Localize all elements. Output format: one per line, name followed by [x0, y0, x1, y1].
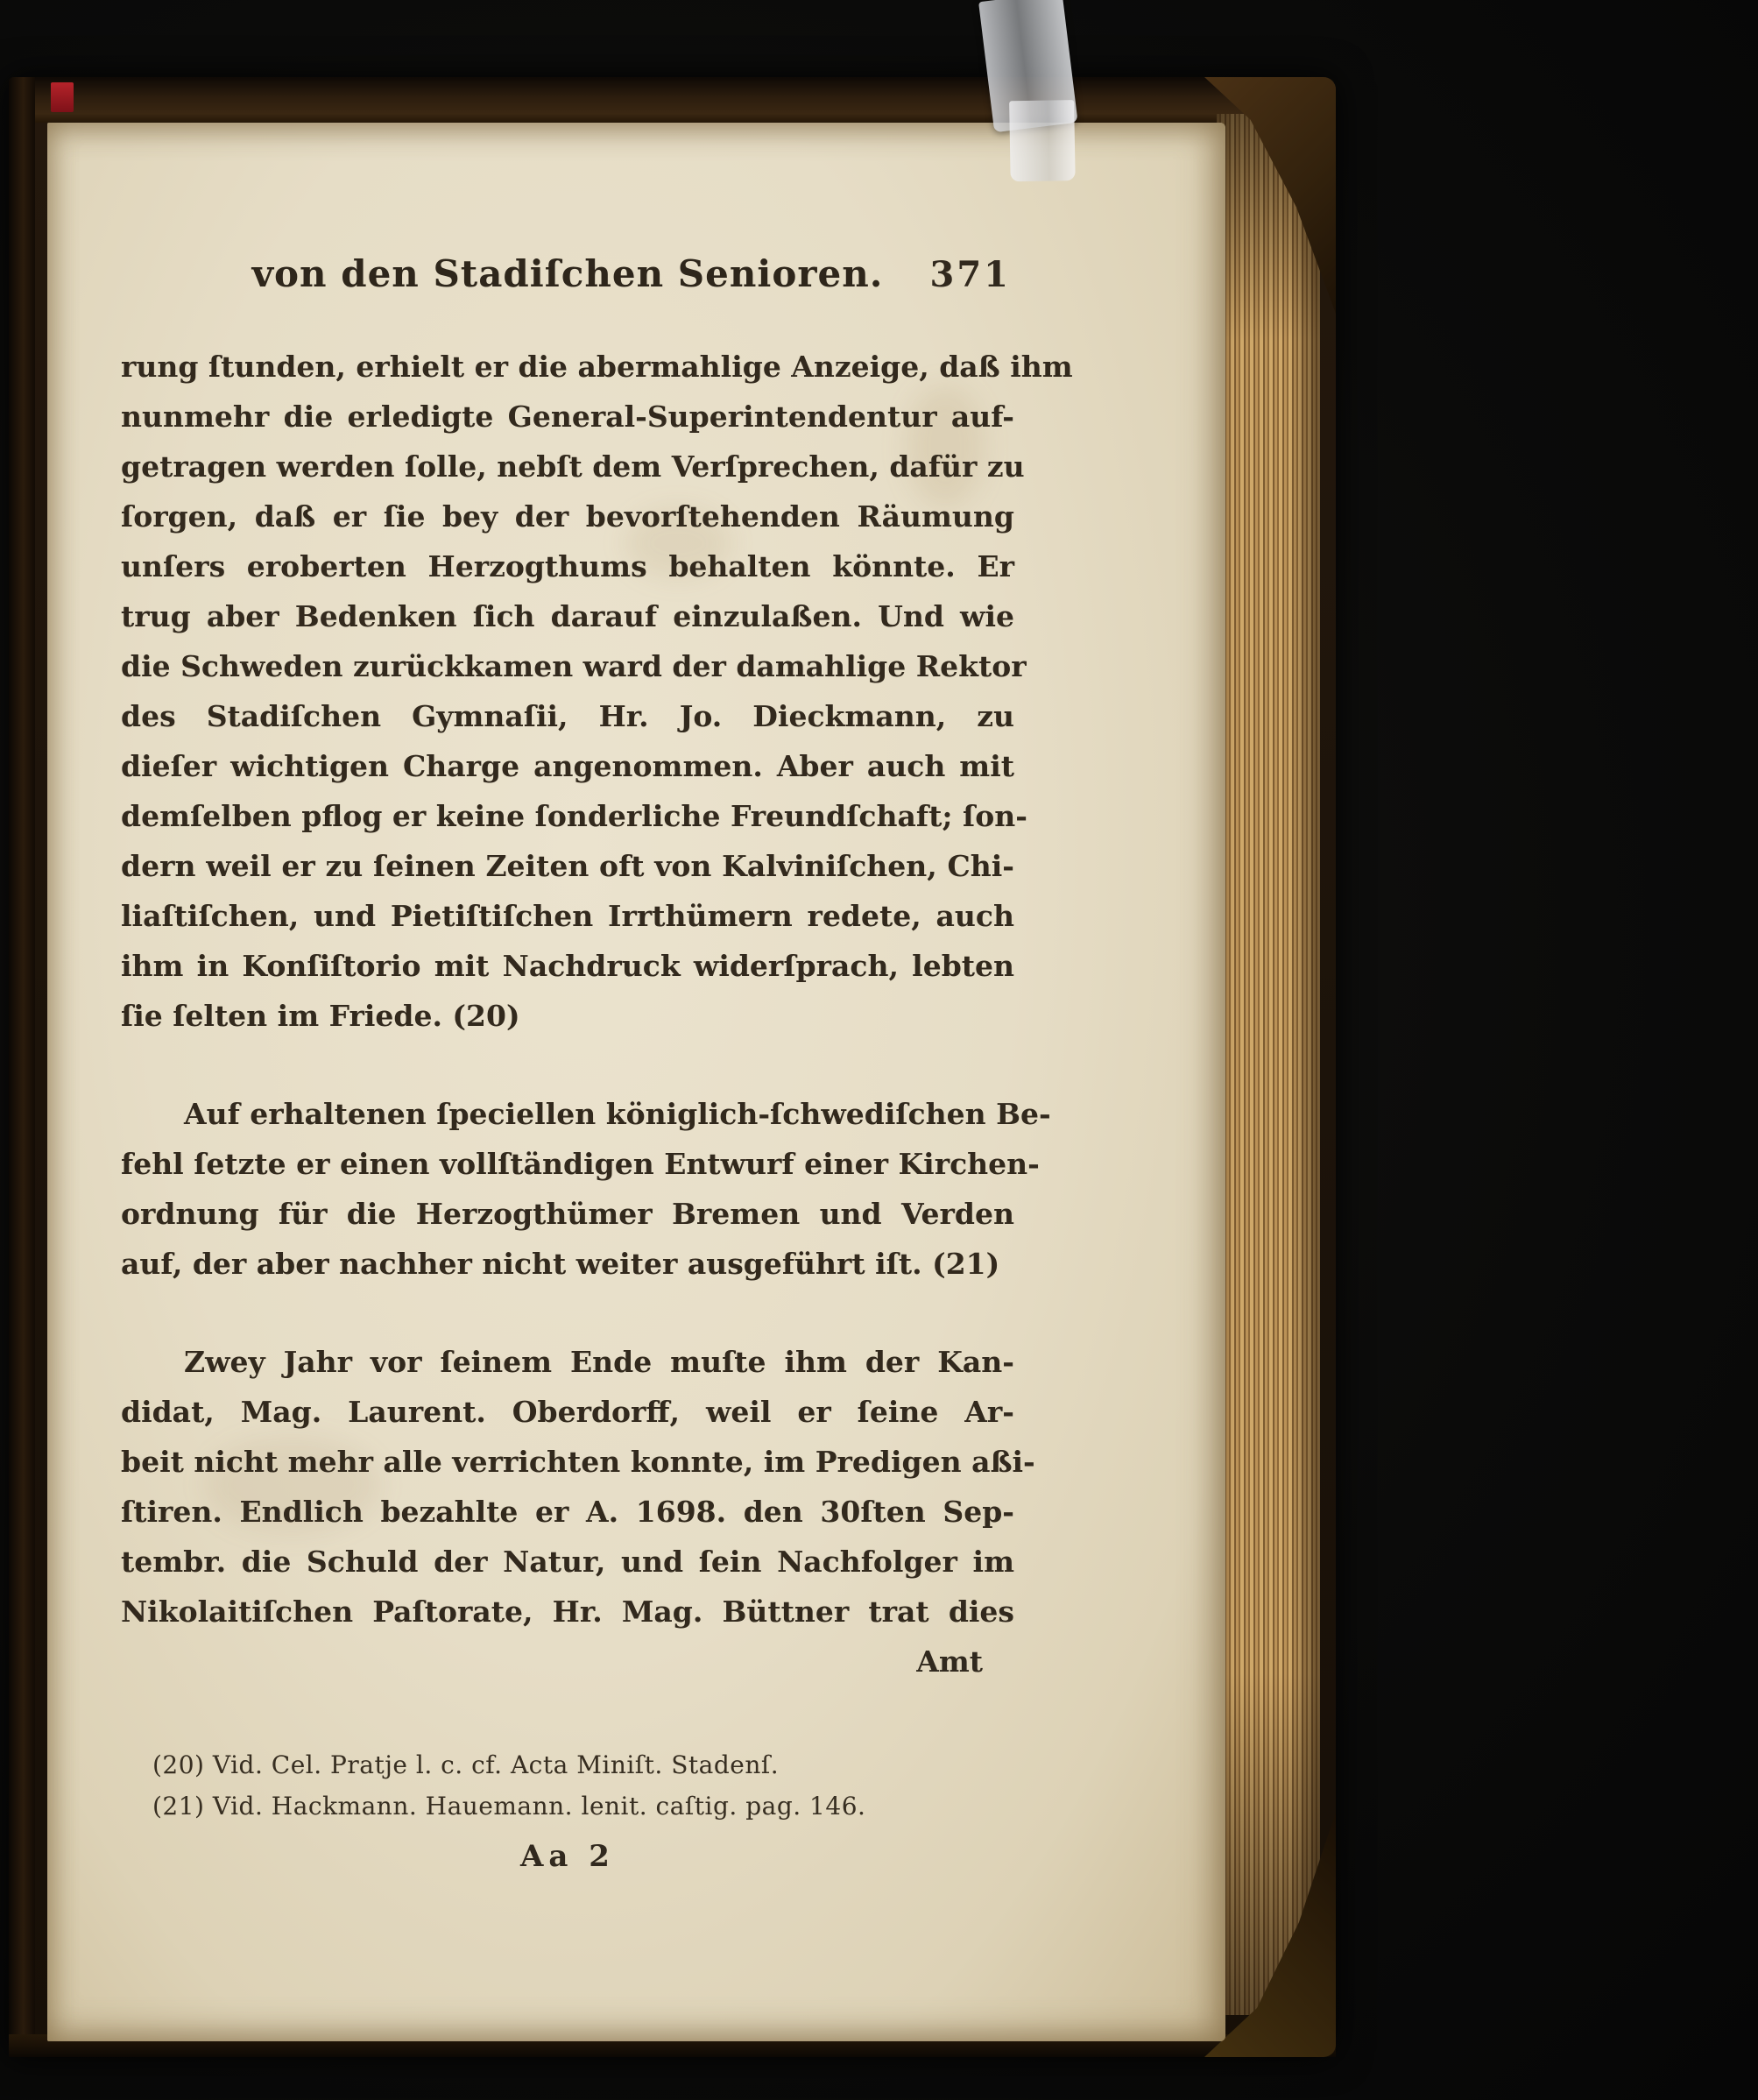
text-line: beit nicht mehr alle verrichten konnte, im Predigen aßi-: [121, 1445, 1035, 1479]
text-line: fehl ſetzte er einen vollſtändigen Entwurf einer Kirchen-: [121, 1147, 1040, 1181]
text-line: ordnung für die Herzogthümer Bremen und Verden: [121, 1197, 1014, 1231]
text-line: getragen werden ſolle, nebſt dem Verſprechen, dafür zu: [121, 449, 1025, 484]
footnote: (21) Vid. Hackmann. Hauemann. lenit. caſtig. pag. 146.: [152, 1792, 866, 1821]
text-line: des Stadiſchen Gymnaſii, Hr. Jo. Dieckmann, zu: [121, 699, 1014, 733]
text-line: demſelben pflog er keine ſonderliche Freundſchaft; ſon-: [121, 799, 1027, 833]
running-title: von den Stadiſchen Senioren.: [251, 252, 884, 295]
text-line: ſtiren. Endlich bezahlte er A. 1698. den 30ſten Sep-: [121, 1495, 1014, 1529]
footnotes: [121, 1744, 1014, 1827]
text-line: die Schweden zurückkamen ward der damahlige Rektor: [121, 649, 1027, 683]
paragraph: [121, 342, 1073, 1041]
signature-mark: Aa 2: [520, 1839, 615, 1874]
paragraph: [121, 1089, 1051, 1289]
page-edges-shading: [1217, 114, 1320, 2015]
text-column: [121, 252, 1073, 1874]
footnote: (20) Vid. Cel. Pratje l. c. cf. Acta Miniſt. Stadenſ.: [152, 1750, 780, 1779]
running-head: [121, 252, 1014, 305]
text-line: liaſtiſchen, und Pietiſtiſchen Irrthümern redete, auch: [121, 899, 1014, 933]
text-line: unſers eroberten Herzogthums behalten könnte. Er: [121, 549, 1014, 583]
text-line: Zwey Jahr vor ſeinem Ende muſte ihm der Kan-: [184, 1345, 1014, 1379]
text-line: trug aber Bedenken ſich darauf einzulaßen. Und wie: [121, 599, 1014, 633]
text-line: tembr. die Schuld der Natur, und ſein Nachfolger im: [121, 1545, 1014, 1579]
text-line: Nikolaitiſchen Paſtorate, Hr. Mag. Büttner trat dies: [121, 1594, 1014, 1629]
text-line: didat, Mag. Laurent. Oberdorff, weil er ſeine Ar-: [121, 1395, 1014, 1429]
book-cover-left-edge: [9, 77, 35, 2057]
text-line: nunmehr die erledigte General-Superintendentur auf-: [121, 399, 1014, 434]
text-line: dieſer wichtigen Charge angenommen. Aber auch mit: [121, 749, 1014, 783]
book-cover-top-edge: [9, 77, 1336, 123]
text-line: auf, der aber nachher nicht weiter ausgeführt iſt. (21): [121, 1247, 1000, 1281]
page-holder-clip-lower: [1009, 100, 1076, 181]
text-line: rung ſtunden, erhielt er die abermahlige Anzeige, daß ihm: [121, 350, 1073, 384]
catchword: Amt: [916, 1644, 983, 1679]
text-line: Auf erhaltenen ſpeciellen königlich-ſchwediſchen Be-: [184, 1097, 1051, 1131]
page-number: 371: [929, 254, 1011, 295]
paragraph: [121, 1337, 1035, 1637]
book: [9, 77, 1336, 2057]
book-page: [47, 123, 1225, 2041]
text-line: ihm in Konſiſtorio mit Nachdruck widerſprach, lebten: [121, 949, 1014, 983]
text-line: ſie ſelten im Friede. (20): [121, 999, 520, 1033]
bookmark-ribbon: [51, 82, 74, 112]
page-holder-clip: [963, 0, 1126, 195]
text-line: ſorgen, daß er ſie bey der bevorſtehenden Räumung: [121, 499, 1014, 534]
text-line: dern weil er zu ſeinen Zeiten oft von Kalviniſchen, Chi-: [121, 849, 1014, 883]
